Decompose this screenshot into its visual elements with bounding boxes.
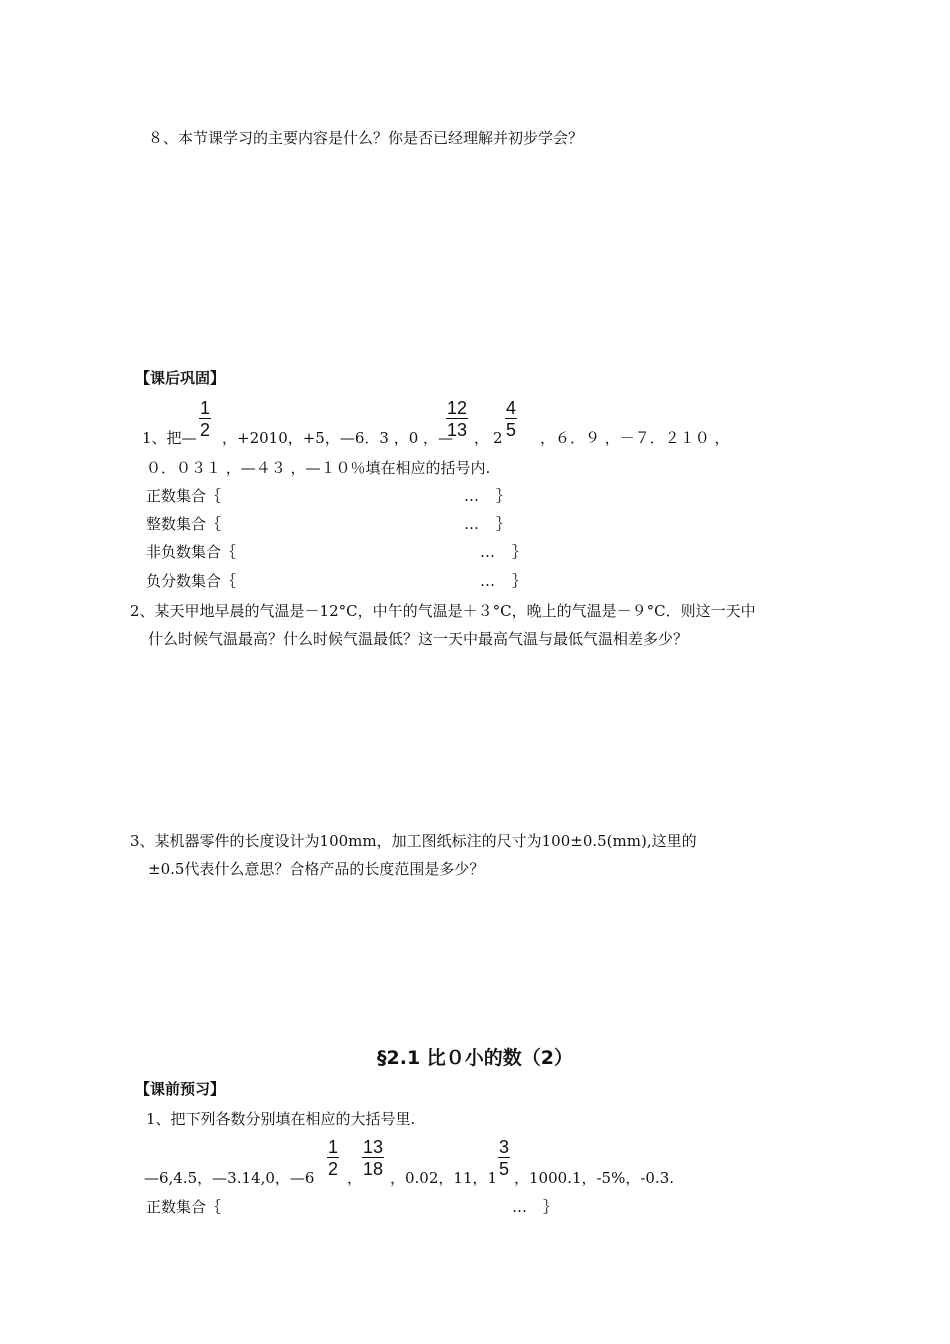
set-close-brace: ｝ — [543, 1198, 559, 1216]
set-ellipsis: … — [480, 543, 495, 561]
set-close-brace: ｝ — [512, 543, 528, 561]
question-8: ８、本节课学习的主要内容是什么？你是否已经理解并初步学会？ — [148, 129, 584, 147]
after-class-question-2-line-1: 2、某天甲地早晨的气温是－12°C，中午的气温是＋３°C，晚上的气温是－９°C．则这一天中 — [130, 602, 756, 620]
fraction-denominator: 18 — [363, 1159, 384, 1179]
q1-mid-text: ，+2010，+5，—6．3 ，0 ，— — [222, 429, 454, 447]
fraction-1-2 — [327, 1137, 339, 1180]
set-close-brace: ｝ — [512, 572, 528, 590]
after-class-question-3-line-1: 3、某机器零件的长度设计为100mm，加工图纸标注的尺寸为100±0.5(mm),这里的 — [130, 832, 697, 850]
preview-question-1: 1、把下列各数分别填在相应的大括号里. — [146, 1110, 416, 1128]
fraction-numerator: 1 — [200, 398, 211, 418]
q1-line-2: ０．０３１ ，—４３ ，—１０％填在相应的括号内. — [146, 459, 491, 477]
numbers-part-a: —6,4.5，—3.14,0，—6 — [144, 1169, 315, 1187]
set-ellipsis: … — [480, 572, 495, 590]
fraction-denominator: 2 — [200, 420, 211, 440]
q1-comma: ， — [474, 429, 490, 447]
q1-whole-number: 2 — [493, 429, 503, 447]
fraction-numerator: 1 — [328, 1137, 339, 1157]
set-label: 负分数集合｛ — [146, 572, 237, 590]
set-label: 正数集合｛ — [146, 1198, 222, 1216]
fraction-numerator: 4 — [506, 398, 517, 418]
fraction-1-2 — [199, 398, 211, 441]
fraction-12-13 — [446, 398, 468, 441]
fraction-numerator: 12 — [447, 398, 468, 418]
q1-start-text: 1、把— — [142, 429, 197, 447]
after-class-heading: 【课后巩固】 — [135, 369, 226, 387]
set-label: 整数集合｛ — [146, 515, 222, 533]
set-ellipsis: … — [512, 1198, 527, 1216]
fraction-numerator: 13 — [363, 1137, 384, 1157]
set-ellipsis: … — [464, 487, 479, 505]
set-close-brace: ｝ — [496, 515, 512, 533]
fraction-denominator: 5 — [499, 1159, 510, 1179]
set-label: 正数集合｛ — [146, 487, 222, 505]
numbers-part-c: ，0.02，11，1 — [390, 1169, 498, 1187]
preview-heading: 【课前预习】 — [135, 1080, 226, 1098]
fraction-4-5 — [505, 398, 517, 441]
fraction-denominator: 5 — [506, 420, 517, 440]
fraction-3-5 — [498, 1137, 510, 1180]
section-title: §2.1 比０小的数（2） — [377, 1047, 573, 1069]
numbers-part-b: ， — [347, 1169, 363, 1187]
numbers-part-d: ，1000.1，-5%，-0.3. — [514, 1169, 675, 1187]
q1-end-text: ，６．９ ，－７．２１０ ， — [540, 429, 730, 447]
fraction-numerator: 3 — [499, 1137, 510, 1157]
set-ellipsis: … — [464, 515, 479, 533]
fraction-denominator: 2 — [328, 1159, 339, 1179]
after-class-question-2-line-2: 什么时候气温最高？什么时候气温最低？这一天中最高气温与最低气温相差多少？ — [148, 630, 689, 648]
set-label: 非负数集合｛ — [146, 543, 237, 561]
set-close-brace: ｝ — [496, 487, 512, 505]
fraction-13-18 — [362, 1137, 384, 1180]
after-class-question-3-line-2: ±0.5代表什么意思？合格产品的长度范围是多少？ — [148, 860, 485, 878]
fraction-denominator: 13 — [447, 420, 468, 440]
